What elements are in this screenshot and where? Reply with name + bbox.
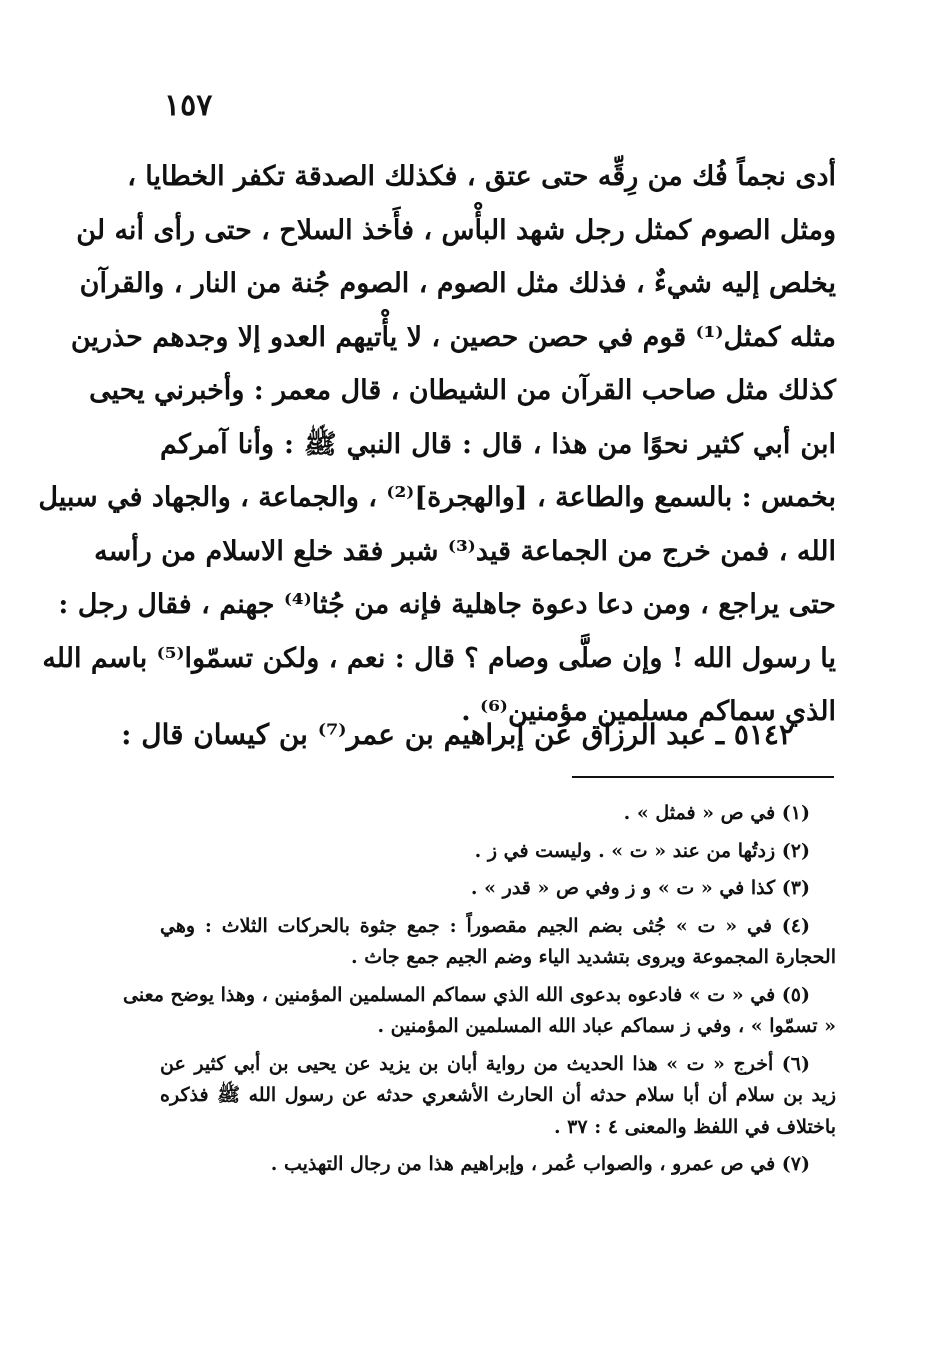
text-line: يخلص إليه شيءٌ ، فذلك مثل الصوم ، الصوم جُنة من النار ، والقرآن [79,268,836,299]
text-line: مثله كمثل⁽¹⁾ قوم في حصن حصين ، لا يأْتيهم العدو إلا وجدهم حذرين [70,321,836,353]
footnote-divider [572,776,834,778]
footnote-7 [160,1149,836,1181]
footnote-line: (٢) زدتُها من عند « ت » . وليست في ز . [474,839,810,862]
text-line: الذي سماكم مسلمين مؤمنين⁽⁶⁾ . [461,696,836,727]
main-text [38,150,836,739]
text-line: كذلك مثل صاحب القرآن من الشيطان ، قال معمر : وأخبرني يحيى [89,375,836,406]
footnote-6 [160,1049,836,1144]
text-line: يا رسول الله ! وإن صلَّى وصام ؟ قال : نعم ، ولكن تسمّوا⁽⁵⁾ باسم الله [42,642,836,674]
footnote-line: باختلاف في اللفظ والمعنى ٤ : ٣٧ . [553,1115,836,1138]
footnote-line: « تسمّوا » ، وفي ز سماكم عباد الله المسلمين المؤمنين . [377,1015,836,1037]
footnote-line: (٧) في ص عمرو ، والصواب عُمر ، وإبراهيم هذا من رجال التهذيب . [270,1153,810,1175]
text-line: بخمس : بالسمع والطاعة ، [والهجرة]⁽²⁾ ، والجماعة ، والجهاد في سبيل [38,482,836,513]
footnote-line: (٥) في « ت » فادعوه بدعوى الله الذي سماكم المسلمين المؤمنين ، وهذا يوضح معنى [123,983,810,1006]
hadith-heading: ٥١٤٢ ـ عبد الرزاق عن إبراهيم بن عمر⁽⁷⁾ بن كيسان قال : [121,718,794,751]
text-line: الله ، فمن خرج من الجماعة قيد⁽³⁾ شبر فقد خلع الاسلام من رأسه [94,535,836,567]
footnote-5 [123,980,836,1043]
page-number: ١٥٧ [164,88,213,123]
footnote-2 [160,836,836,868]
footnote-line: (١) في ص « فمثل » . [623,802,810,824]
footnote-1 [160,798,836,830]
text-line: ابن أبي كثير نحوًا من هذا ، قال : قال النبي ﷺ : وأنا آمركم [160,428,836,460]
footnotes [123,798,836,1187]
footnote-line: (٤) في « ت » جُثى بضم الجيم مقصوراً : جمع جثوة بالحركات الثلاث : وهي [160,914,810,937]
footnote-line: الحجارة المجموعة ويروى بتشديد الياء وضم الجيم جمع جاث . [351,946,836,968]
footnote-3 [160,873,836,905]
footnote-line: (٦) أخرج « ت » هذا الحديث من رواية أبان بن يزيد عن يحيى بن أبي كثير عن [160,1052,810,1075]
footnote-line: (٣) كذا في « ت » و ز وفي ص « قدر » . [470,877,810,899]
footnote-4 [160,911,836,974]
text-line: ومثل الصوم كمثل رجل شهد البأْس ، فأَخذ السلاح ، حتى رأى أنه لن [76,214,836,246]
text-line: أدى نجماً فُك من رِقِّه حتى عتق ، فكذلك الصدقة تكفر الخطايا ، [127,161,836,192]
footnote-line: زيد بن سلام أن أبا سلام حدثه أن الحارث الأشعري حدثه عن رسول الله ﷺ فذكره [160,1084,836,1106]
text-line: حتى يراجع ، ومن دعا دعوة جاهلية فإنه من جُثا⁽⁴⁾ جهنم ، فقال رجل : [58,589,836,620]
